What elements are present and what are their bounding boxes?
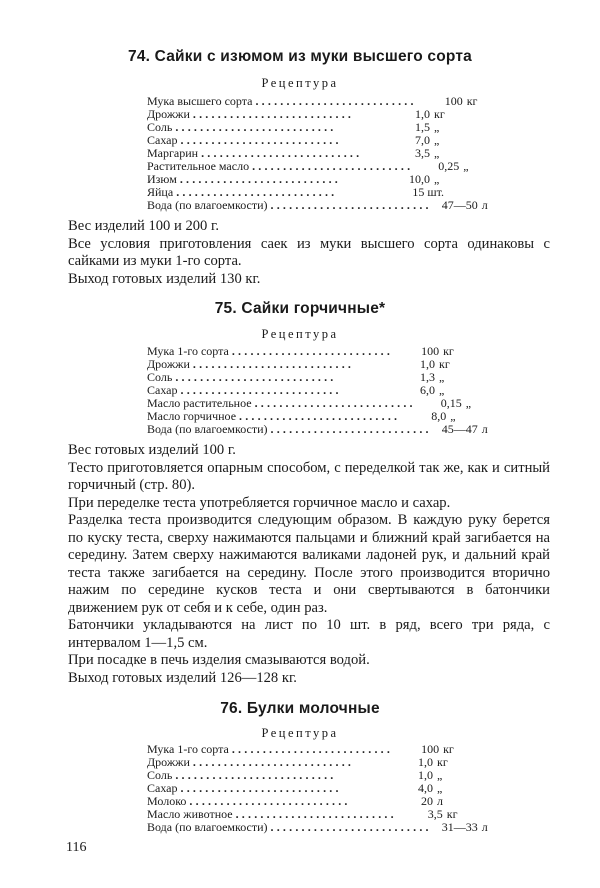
recipe-row: Сахар .......................... 4,0 „: [147, 782, 455, 795]
ingredient-unit: кг: [437, 755, 448, 769]
ingredient-unit: „: [439, 370, 445, 384]
ingredient-unit: „: [434, 172, 440, 186]
ingredient-qty: 100: [421, 742, 440, 756]
ingredient-name: Растительное масло: [147, 159, 250, 173]
ingredient-unit: л: [437, 794, 443, 808]
ingredient-name: Дрожжи: [147, 107, 190, 121]
ingredient-name: Вода (по влагоемкости): [147, 198, 268, 212]
ingredient-unit: кг: [439, 357, 450, 371]
ingredient-name: Маргарин: [147, 146, 199, 160]
ingredient-qty: 8,0: [431, 409, 447, 423]
paragraph: Выход готовых изделий 126—128 кг.: [68, 669, 297, 686]
recipe-row: Соль .......................... 1,0 „: [147, 769, 455, 782]
ingredient-qty: 0,15: [440, 396, 462, 410]
recipe-row: Масло горчичное .......................... 8,0 „: [147, 410, 457, 423]
ingredient-unit: „: [439, 383, 445, 397]
ingredient-name: Вода (по влагоемкости): [147, 820, 268, 834]
ingredient-qty: 1,5: [415, 120, 430, 134]
section-74-recipe: [147, 94, 488, 212]
ingredient-unit: кг: [443, 344, 454, 358]
recipe-row: Соль .......................... 1,5 „: [147, 121, 452, 134]
recipe-row: Дрожжи .......................... 1,0 кг: [147, 756, 455, 769]
ingredient-name: Масло растительное: [147, 396, 252, 410]
section-74-text: [68, 218, 550, 288]
ingredient-name: Изюм: [147, 172, 177, 186]
section-75-text: [68, 442, 550, 687]
ingredient-name: Мука 1-го сорта: [147, 344, 229, 358]
recipe-row: Растительное масло .......................... 0,25 „: [147, 160, 452, 173]
ingredient-unit: л: [481, 198, 488, 212]
recipe-row: Дрожжи .......................... 1,0 кг: [147, 108, 452, 121]
recipe-row: Молоко .......................... 20 л: [147, 795, 455, 808]
ingredient-name: Дрожжи: [147, 755, 190, 769]
recipe-row: Изюм .......................... 10,0 „: [147, 173, 452, 186]
ingredient-name: Вода (по влагоемкости): [147, 422, 268, 436]
ingredient-qty: 10,0: [409, 172, 430, 186]
recipe-row: Масло животное .......................... 3,5 кг: [147, 808, 455, 821]
ingredient-unit: „: [450, 409, 456, 423]
ingredient-qty: 100: [421, 344, 440, 358]
paragraph: Тесто приготовляется опарным способом, с переделкой так же, как и ситный горчичный (стр. 80).: [68, 459, 550, 493]
paragraph: При переделке теста употребляется горчичное масло и сахар.: [68, 494, 451, 511]
paragraph: Разделка теста производится следующим образом. В каждую руку берется по куску теста, сверху нажимаются пальцами и ближний край загибается на середину. Затем сверху нажимаются валиками ладоней рук, и дальний край теста также загибается на середину. После этого производится вторично нажим по середине кусков теста и они свертываются в батончики движением рук от себя и к себе, один раз.: [68, 512, 550, 616]
paragraph: Все условия приготовления саек из муки высшего сорта одинаковы с сайками из муки 1-го сорта.: [68, 235, 550, 269]
ingredient-qty: 15 шт.: [412, 185, 444, 199]
ingredient-name: Масло животное: [147, 807, 233, 821]
ingredient-unit: кг: [434, 107, 445, 121]
ingredient-unit: „: [434, 133, 440, 147]
ingredient-qty: 100: [444, 94, 463, 108]
ingredient-unit: л: [481, 820, 488, 834]
ingredient-qty: 1,0: [415, 107, 430, 121]
ingredient-qty: 0,25: [438, 159, 460, 173]
ingredient-qty: 1,0: [420, 357, 435, 371]
section-76-recipe: [147, 742, 488, 834]
ingredient-name: Соль: [147, 370, 173, 384]
ingredient-unit: „: [434, 146, 440, 160]
ingredient-name: Дрожжи: [147, 357, 190, 371]
ingredient-qty: 1,3: [420, 370, 435, 384]
ingredient-qty: 3,5: [427, 807, 443, 821]
recipe-row: Соль .......................... 1,3 „: [147, 371, 457, 384]
paragraph: Выход готовых изделий 130 кг.: [68, 270, 261, 287]
ingredient-qty: 1,0: [418, 755, 433, 769]
section-75-subtitle: Рецептура: [261, 327, 339, 341]
paragraph: Вес готовых изделий 100 г.: [68, 442, 236, 458]
ingredient-unit: кг: [446, 807, 458, 821]
ingredient-qty: 7,0: [415, 133, 430, 147]
ingredient-qty: 6,0: [420, 383, 435, 397]
ingredient-name: Молоко: [147, 794, 187, 808]
recipe-row: Маргарин .......................... 3,5 „: [147, 147, 452, 160]
ingredient-unit: „: [437, 768, 443, 782]
ingredient-qty: 45—47: [441, 422, 478, 436]
ingredient-qty: 3,5: [415, 146, 430, 160]
recipe-row: Вода (по влагоемкости) .......................... 47—50 л: [147, 199, 452, 212]
ingredient-qty: 47—50: [441, 198, 478, 212]
recipe-row: Мука высшего сорта .......................... 100 кг: [147, 95, 452, 108]
ingredient-qty: 1,0: [418, 768, 433, 782]
recipe-row: Вода (по влагоемкости) .......................... 31—33 л: [147, 821, 455, 834]
section-74-title: 74. Сайки с изюмом из муки высшего сорта: [128, 48, 472, 65]
ingredient-name: Соль: [147, 768, 173, 782]
section-75-title: 75. Сайки горчичные*: [214, 300, 386, 317]
ingredient-name: Масло горчичное: [147, 409, 237, 423]
recipe-row: Яйца .......................... 15 шт.: [147, 185, 444, 199]
ingredient-unit: „: [463, 159, 469, 173]
ingredient-unit: „: [434, 120, 440, 134]
page-number: 116: [66, 840, 87, 855]
ingredient-name: Мука высшего сорта: [147, 94, 253, 108]
recipe-row: Вода (по влагоемкости) .......................... 45—47 л: [147, 423, 457, 436]
ingredient-name: Соль: [147, 120, 173, 134]
recipe-row: Мука 1-го сорта .......................... 100 кг: [147, 743, 455, 756]
ingredient-qty: 4,0: [418, 781, 433, 795]
recipe-row: Мука 1-го сорта .......................... 100 кг: [147, 345, 457, 358]
ingredient-unit: кг: [443, 742, 454, 756]
recipe-row: Дрожжи .......................... 1,0 кг: [147, 358, 457, 371]
paragraph: При посадке в печь изделия смазываются водой.: [68, 652, 370, 668]
recipe-row: Сахар .......................... 6,0 „: [147, 384, 457, 397]
ingredient-name: Сахар: [147, 781, 178, 795]
ingredient-unit: „: [465, 396, 472, 410]
ingredient-name: Мука 1-го сорта: [147, 742, 229, 756]
section-76-title: 76. Булки молочные: [220, 700, 380, 717]
ingredient-qty: 31—33: [441, 820, 478, 834]
ingredient-name: Сахар: [147, 383, 178, 397]
ingredient-name: Яйца: [147, 185, 174, 199]
recipe-row: Масло растительное .......................... 0,15 „: [147, 397, 457, 410]
ingredient-unit: л: [481, 422, 488, 436]
recipe-row: Сахар .......................... 7,0 „: [147, 134, 452, 147]
ingredient-unit: кг: [466, 94, 478, 108]
ingredient-unit: „: [437, 781, 443, 795]
paragraph: Вес изделий 100 и 200 г.: [68, 218, 219, 234]
ingredient-qty: 20: [421, 794, 433, 808]
ingredient-name: Сахар: [147, 133, 178, 147]
section-75-recipe: [147, 344, 488, 436]
section-74-subtitle: Рецептура: [261, 76, 339, 90]
paragraph: Батончики укладываются на лист по 10 шт. в ряд, всего три ряда, с интервалом 1—1,5 см.: [68, 617, 550, 651]
section-76-subtitle: Рецептура: [261, 726, 339, 740]
